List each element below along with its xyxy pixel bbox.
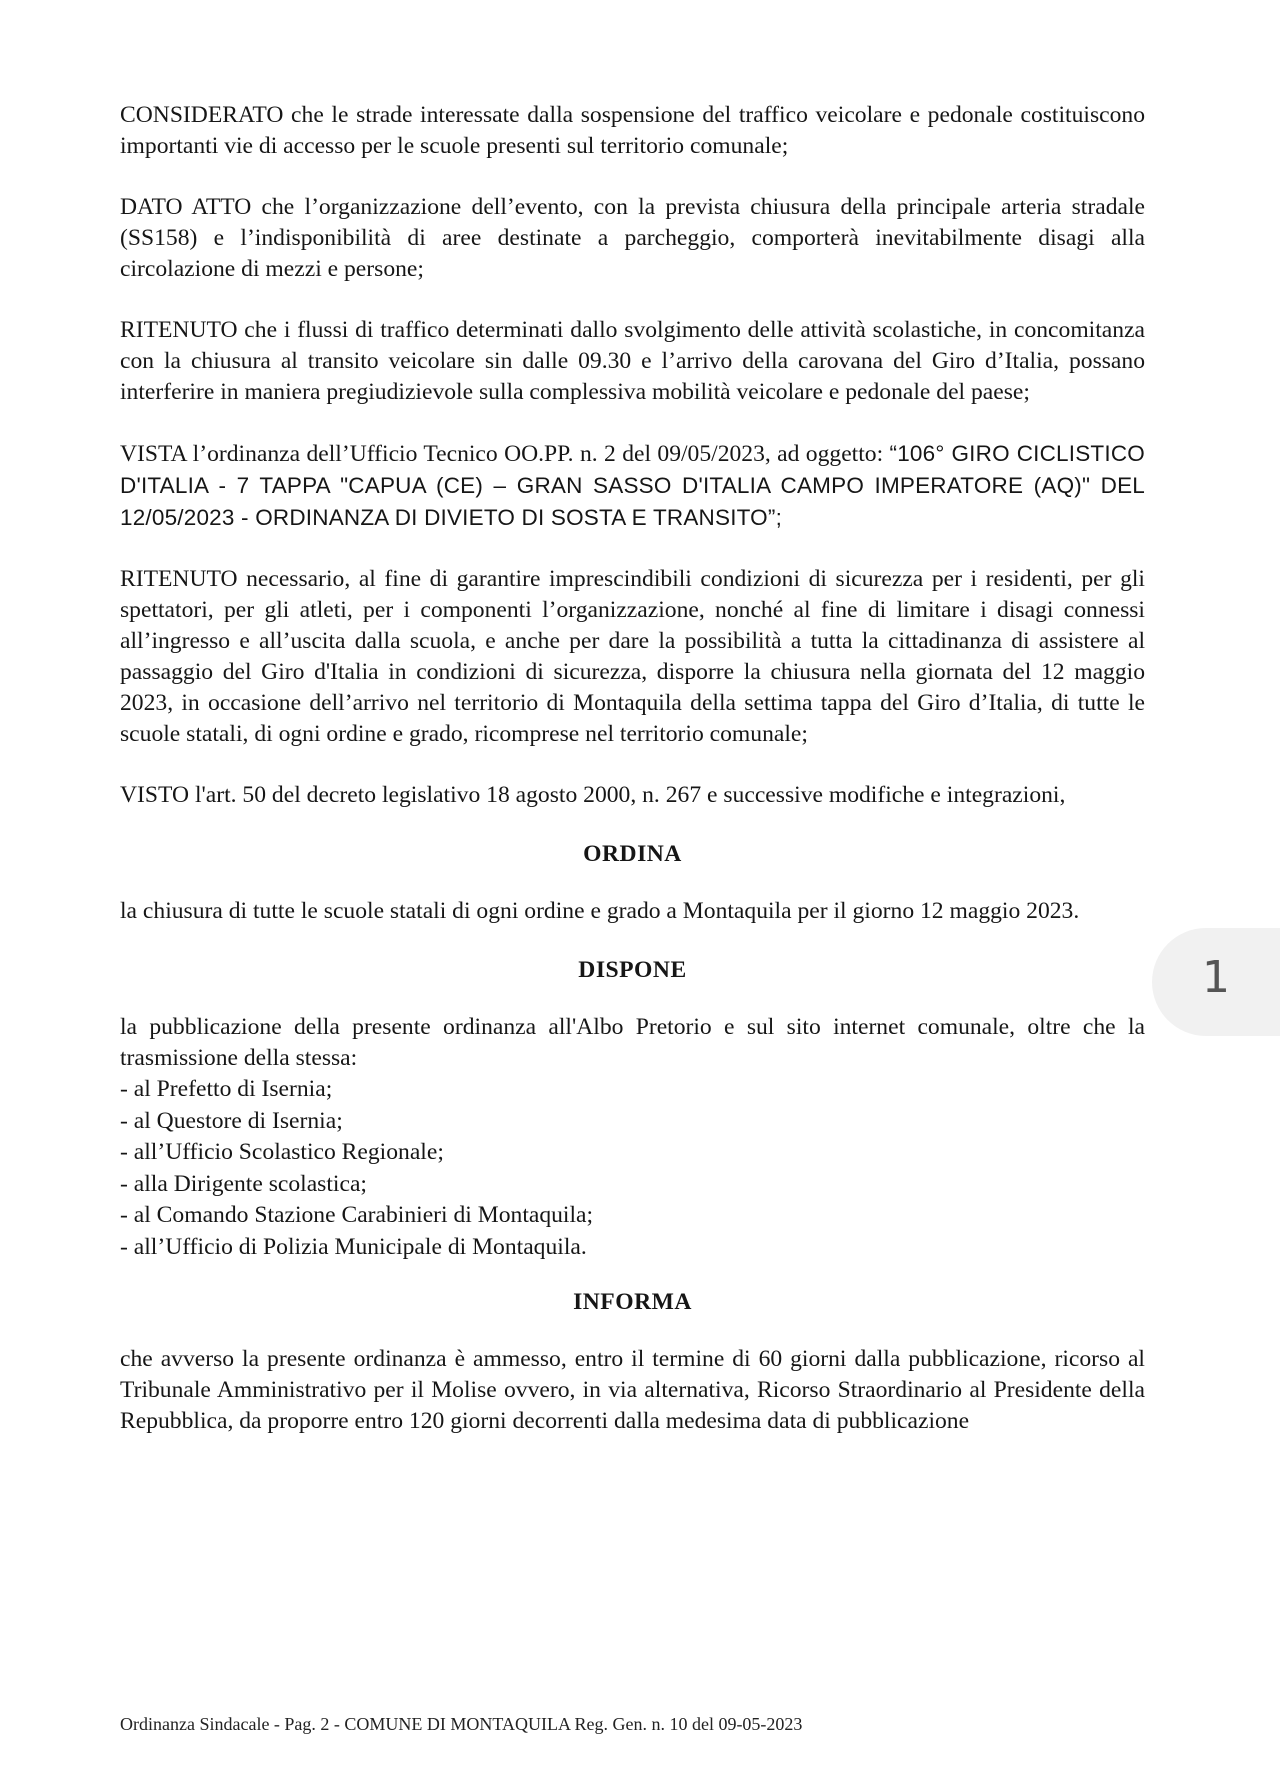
paragraph-ritenuto-traffico: RITENUTO che i flussi di traffico determinati dallo svolgimento delle attività scolastiche, in concomitanza con la chiusura al transito veicolare sin dalle 09.30 e l’arrivo della carovana del Giro d’Italia, possano interferire in maniera pregiudizievole sulla complessiva mobilità veicolare e pedonale del paese;	[120, 317, 1145, 405]
paragraph-dispone-text: la pubblicazione della presente ordinanza all'Albo Pretorio e sul sito internet comunale, oltre che la trasmissione della stessa:	[120, 1014, 1145, 1071]
vista-intro-text: VISTA l’ordinanza dell’Ufficio Tecnico OO.PP. n. 2 del 09/05/2023, ad oggetto:	[120, 441, 890, 467]
page-number: 1	[1202, 952, 1230, 1003]
paragraph-informa-text: che avverso la presente ordinanza è ammesso, entro il termine di 60 giorni dalla pubblicazione, ricorso al Tribunale Amministrativo per il Molise ovvero, in via alternativa, Ricorso Straordinario al Presidente della Repubblica, da proporre entro 120 giorni decorrenti dalla medesima data di pubblicazione	[120, 1346, 1145, 1434]
heading-ordina: ORDINA	[583, 841, 682, 867]
list-item: - al Questore di Isernia;	[120, 1107, 343, 1134]
recipients-list	[120, 1074, 1145, 1263]
paragraph-dato-atto: DATO ATTO che l’organizzazione dell’evento, con la prevista chiusura della principale arteria stradale (SS158) e l’indisponibilità di aree destinate a parcheggio, comporterà inevitabilmente disagi alla circolazione di mezzi e persone;	[120, 194, 1145, 282]
paragraph-ordina-text: la chiusura di tutte le scuole statali di ogni ordine e grado a Montaquila per il giorno 12 maggio 2023.	[120, 898, 1080, 924]
list-item: - all’Ufficio di Polizia Municipale di Montaquila.	[120, 1233, 587, 1260]
vista-object-text: “106° GIRO CICLISTICO D'ITALIA - 7 TAPPA "CAPUA (CE) – GRAN SASSO D'ITALIA CAMPO IMPERATORE (AQ)" DEL 12/05/2023 - ORDINANZA DI DIVIETO DI SOSTA E TRANSITO”;	[120, 441, 1145, 530]
page-footer: Ordinanza Sindacale - Pag. 2 - COMUNE DI MONTAQUILA Reg. Gen. n. 10 del 09-05-2023	[120, 1714, 803, 1734]
list-item: - al Prefetto di Isernia;	[120, 1076, 333, 1102]
heading-informa: INFORMA	[573, 1289, 692, 1315]
document-body	[120, 100, 1145, 1467]
paragraph-vista-ordinanza	[120, 438, 1145, 534]
page-indicator-tab[interactable]	[1152, 928, 1280, 1036]
list-item: - al Comando Stazione Carabinieri di Montaquila;	[120, 1202, 594, 1228]
paragraph-considerato: CONSIDERATO che le strade interessate dalla sospensione del traffico veicolare e pedonale costituiscono importanti vie di accesso per le scuole presenti sul territorio comunale;	[120, 102, 1145, 159]
list-item: - alla Dirigente scolastica;	[120, 1170, 367, 1197]
paragraph-ritenuto-sicurezza: RITENUTO necessario, al fine di garantire imprescindibili condizioni di sicurezza per i residenti, per gli spettatori, per gli atleti, per i componenti l’organizzazione, nonché al fine di limitare i disagi connessi all’ingresso e all’uscita dalla scuola, e anche per dare la possibilità a tutta la cittadinanza di assistere al passaggio del Giro d'Italia in condizioni di sicurezza, disporre la chiusura nella giornata del 12 maggio 2023, in occasione dell’arrivo nel territorio di Montaquila della settima tappa del Giro d’Italia, di tutte le scuole statali, di ogni ordine e grado, ricomprese nel territorio comunale;	[120, 566, 1145, 747]
list-item: - all’Ufficio Scolastico Regionale;	[120, 1139, 444, 1165]
heading-dispone: DISPONE	[578, 957, 687, 983]
paragraph-visto: VISTO l'art. 50 del decreto legislativo 18 agosto 2000, n. 267 e successive modifiche e integrazioni,	[120, 782, 1066, 808]
